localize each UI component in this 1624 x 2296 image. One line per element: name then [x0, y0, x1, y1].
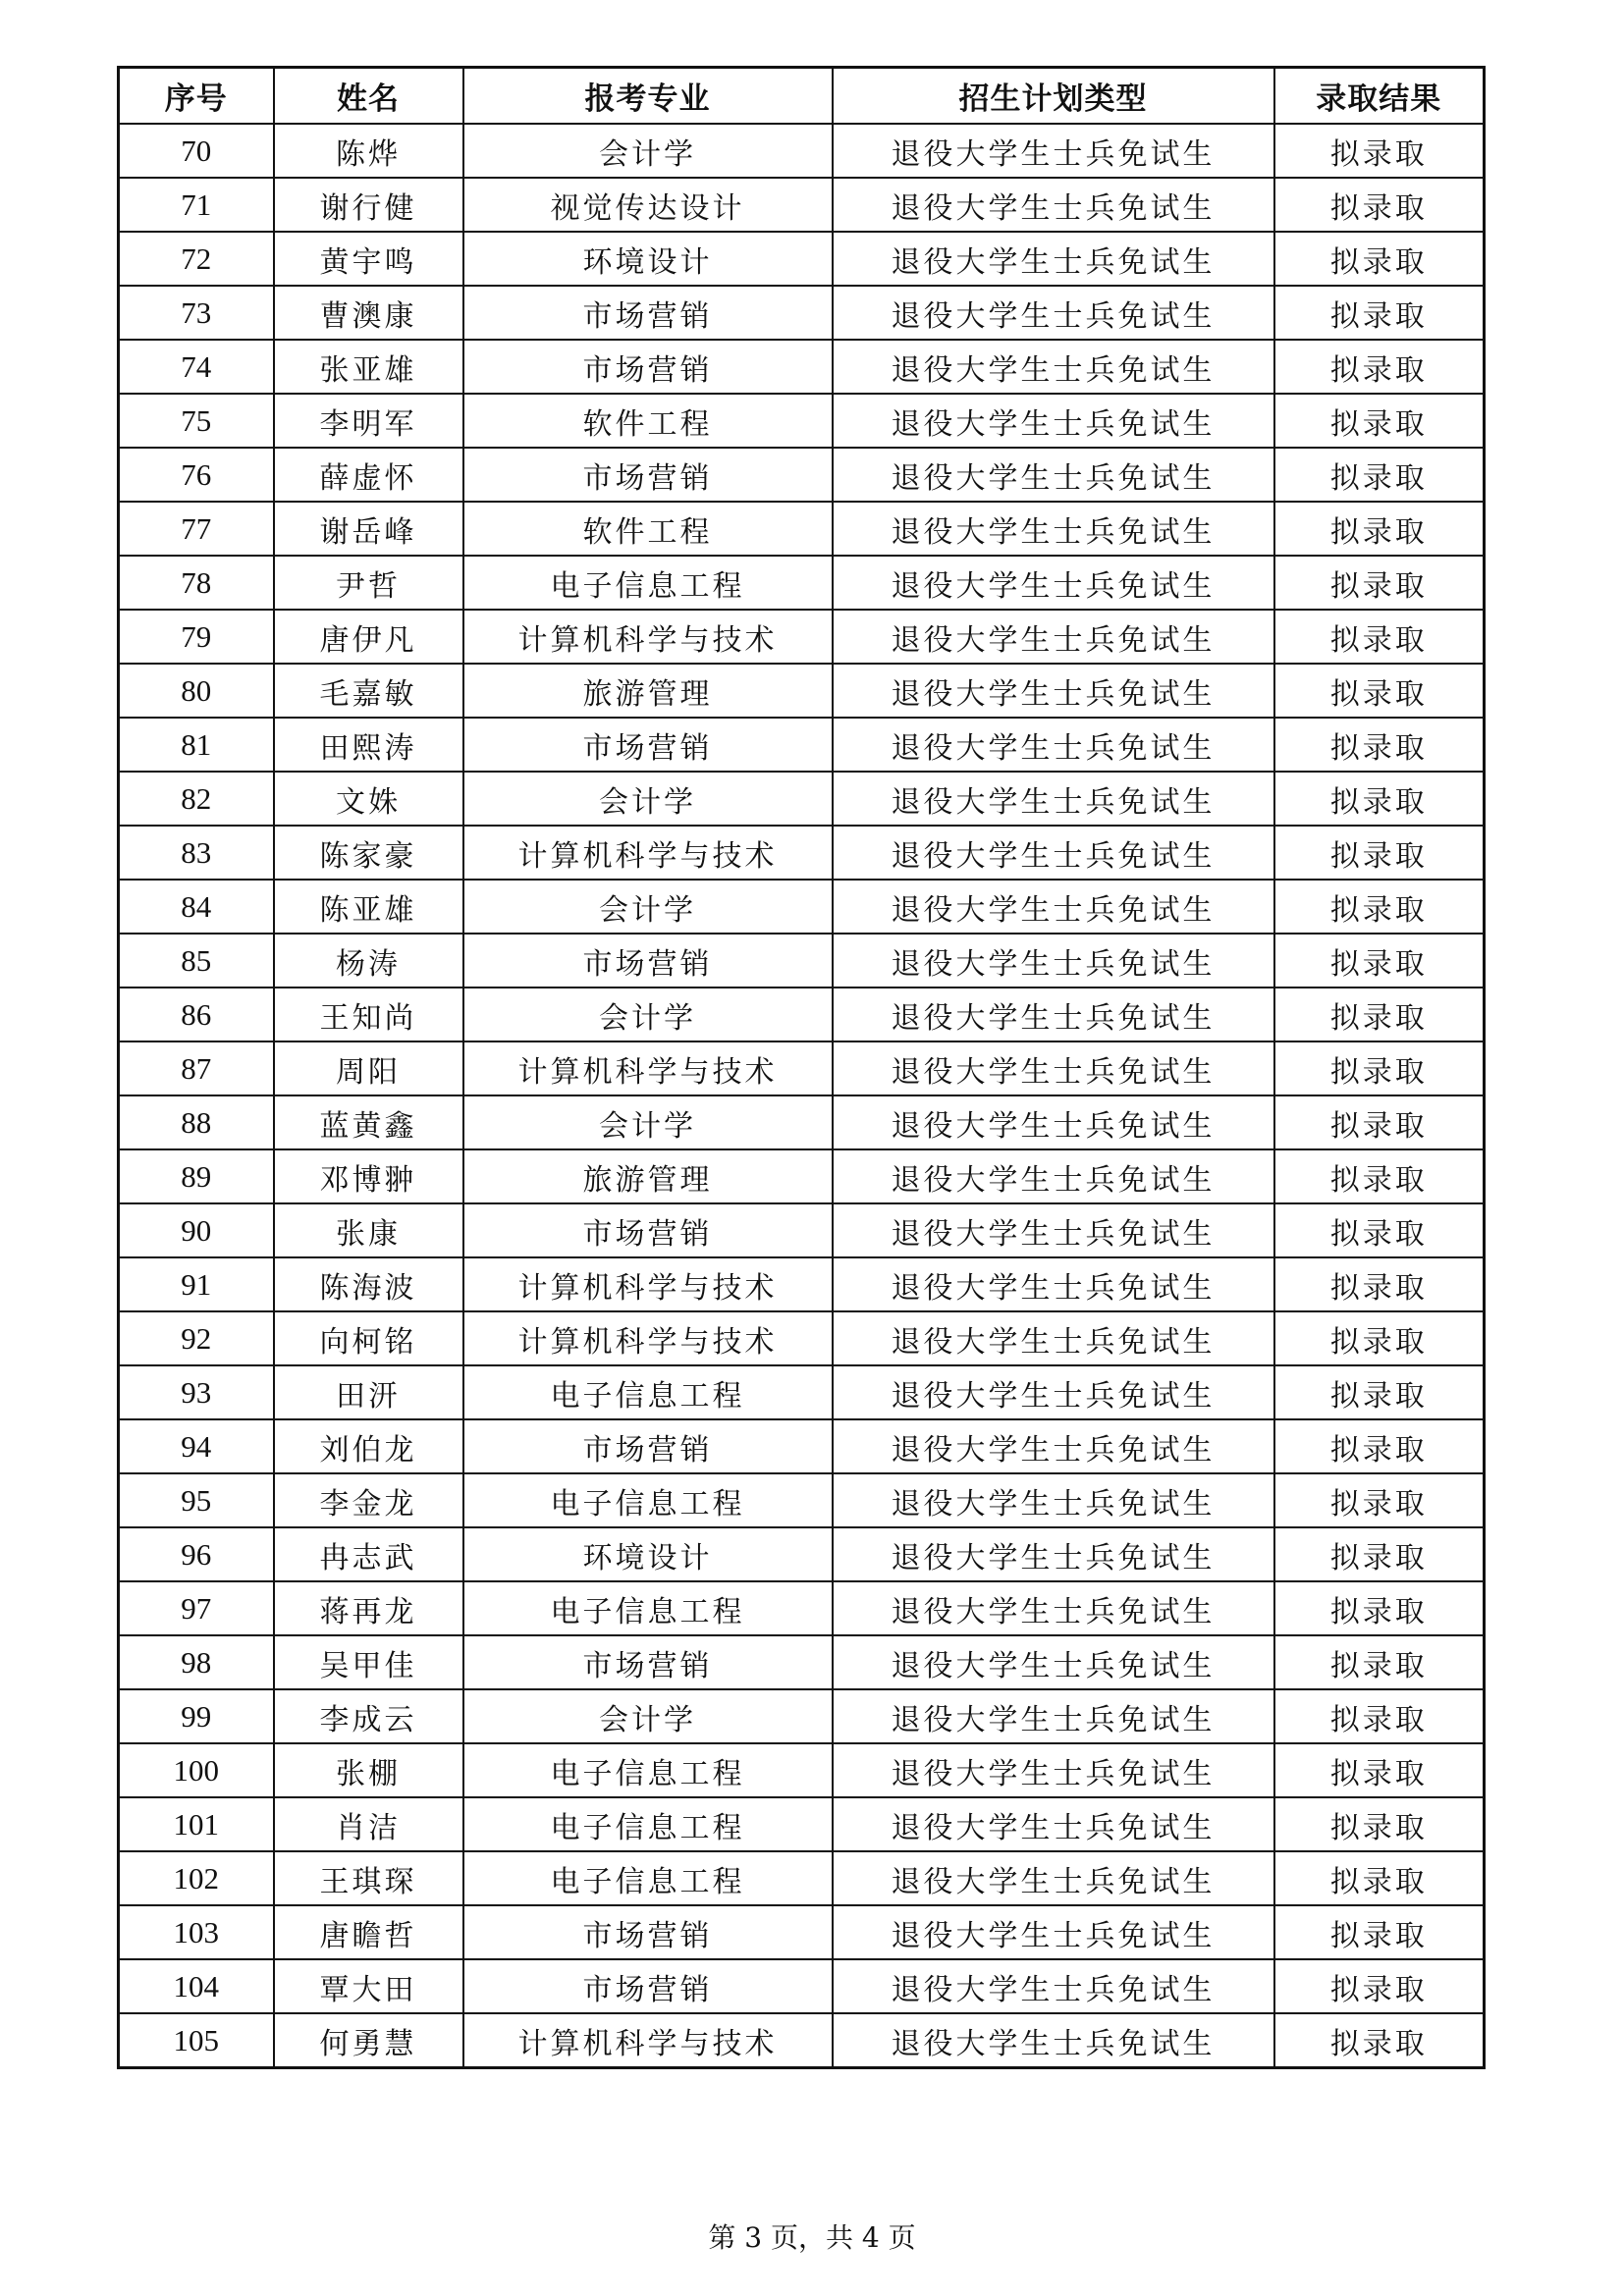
- table-row: [119, 340, 1485, 394]
- cell-index: 94: [119, 1419, 274, 1473]
- cell-name: 尹哲: [274, 556, 463, 610]
- cell-major: 软件工程: [463, 502, 833, 556]
- cell-result: 拟录取: [1274, 1635, 1485, 1689]
- table-row: [119, 934, 1485, 988]
- table-row: [119, 502, 1485, 556]
- cell-index: 80: [119, 664, 274, 718]
- cell-result: 拟录取: [1274, 1257, 1485, 1311]
- cell-result: 拟录取: [1274, 124, 1485, 178]
- header-result: 录取结果: [1274, 68, 1485, 125]
- cell-major: 计算机科学与技术: [463, 2013, 833, 2068]
- cell-major: 市场营销: [463, 1959, 833, 2013]
- cell-plan-type: 退役大学生士兵免试生: [833, 880, 1274, 934]
- table-row: [119, 1149, 1485, 1203]
- cell-major: 计算机科学与技术: [463, 1311, 833, 1365]
- cell-major: 市场营销: [463, 340, 833, 394]
- cell-plan-type: 退役大学生士兵免试生: [833, 1419, 1274, 1473]
- cell-name: 田汧: [274, 1365, 463, 1419]
- cell-plan-type: 退役大学生士兵免试生: [833, 1959, 1274, 2013]
- cell-name: 唐伊凡: [274, 610, 463, 664]
- cell-result: 拟录取: [1274, 178, 1485, 232]
- cell-name: 李成云: [274, 1689, 463, 1743]
- cell-major: 会计学: [463, 988, 833, 1041]
- admission-list: [117, 66, 1483, 2069]
- cell-name: 陈家豪: [274, 826, 463, 880]
- cell-index: 95: [119, 1473, 274, 1527]
- cell-name: 毛嘉敏: [274, 664, 463, 718]
- table-row: [119, 1635, 1485, 1689]
- cell-name: 王琪琛: [274, 1851, 463, 1905]
- cell-major: 旅游管理: [463, 664, 833, 718]
- cell-plan-type: 退役大学生士兵免试生: [833, 934, 1274, 988]
- cell-name: 薛虚怀: [274, 448, 463, 502]
- cell-major: 电子信息工程: [463, 1743, 833, 1797]
- table-row: [119, 1905, 1485, 1959]
- cell-result: 拟录取: [1274, 1527, 1485, 1581]
- cell-result: 拟录取: [1274, 1851, 1485, 1905]
- table-row: [119, 1257, 1485, 1311]
- cell-index: 71: [119, 178, 274, 232]
- cell-major: 电子信息工程: [463, 1797, 833, 1851]
- table-row: [119, 1311, 1485, 1365]
- cell-name: 李明军: [274, 394, 463, 448]
- cell-index: 92: [119, 1311, 274, 1365]
- cell-plan-type: 退役大学生士兵免试生: [833, 1797, 1274, 1851]
- table-row: [119, 124, 1485, 178]
- cell-plan-type: 退役大学生士兵免试生: [833, 988, 1274, 1041]
- cell-index: 96: [119, 1527, 274, 1581]
- cell-result: 拟录取: [1274, 1149, 1485, 1203]
- table-row: [119, 826, 1485, 880]
- cell-result: 拟录取: [1274, 448, 1485, 502]
- cell-result: 拟录取: [1274, 1419, 1485, 1473]
- cell-index: 79: [119, 610, 274, 664]
- cell-plan-type: 退役大学生士兵免试生: [833, 1581, 1274, 1635]
- table-row: [119, 448, 1485, 502]
- cell-plan-type: 退役大学生士兵免试生: [833, 556, 1274, 610]
- cell-index: 76: [119, 448, 274, 502]
- cell-index: 75: [119, 394, 274, 448]
- cell-plan-type: 退役大学生士兵免试生: [833, 448, 1274, 502]
- cell-result: 拟录取: [1274, 772, 1485, 826]
- cell-plan-type: 退役大学生士兵免试生: [833, 124, 1274, 178]
- table-row: [119, 1203, 1485, 1257]
- cell-result: 拟录取: [1274, 340, 1485, 394]
- header-index: 序号: [119, 68, 274, 125]
- cell-major: 电子信息工程: [463, 1581, 833, 1635]
- cell-major: 计算机科学与技术: [463, 1041, 833, 1095]
- cell-major: 市场营销: [463, 1419, 833, 1473]
- cell-plan-type: 退役大学生士兵免试生: [833, 1851, 1274, 1905]
- table-row: [119, 1365, 1485, 1419]
- cell-result: 拟录取: [1274, 1203, 1485, 1257]
- cell-index: 93: [119, 1365, 274, 1419]
- cell-index: 89: [119, 1149, 274, 1203]
- cell-result: 拟录取: [1274, 1581, 1485, 1635]
- cell-index: 91: [119, 1257, 274, 1311]
- table-row: [119, 232, 1485, 286]
- cell-plan-type: 退役大学生士兵免试生: [833, 1095, 1274, 1149]
- cell-result: 拟录取: [1274, 1095, 1485, 1149]
- cell-plan-type: 退役大学生士兵免试生: [833, 286, 1274, 340]
- cell-index: 101: [119, 1797, 274, 1851]
- cell-name: 张棚: [274, 1743, 463, 1797]
- cell-plan-type: 退役大学生士兵免试生: [833, 1365, 1274, 1419]
- table-row: [119, 1797, 1485, 1851]
- cell-name: 王知尚: [274, 988, 463, 1041]
- cell-major: 市场营销: [463, 448, 833, 502]
- cell-major: 电子信息工程: [463, 1851, 833, 1905]
- cell-result: 拟录取: [1274, 718, 1485, 772]
- cell-index: 77: [119, 502, 274, 556]
- cell-plan-type: 退役大学生士兵免试生: [833, 1257, 1274, 1311]
- cell-major: 会计学: [463, 880, 833, 934]
- cell-major: 旅游管理: [463, 1149, 833, 1203]
- table-row: [119, 1743, 1485, 1797]
- cell-name: 冉志武: [274, 1527, 463, 1581]
- cell-name: 杨涛: [274, 934, 463, 988]
- cell-result: 拟录取: [1274, 1041, 1485, 1095]
- cell-major: 软件工程: [463, 394, 833, 448]
- header-plan-type: 招生计划类型: [833, 68, 1274, 125]
- cell-name: 谢岳峰: [274, 502, 463, 556]
- table-row: [119, 718, 1485, 772]
- cell-index: 102: [119, 1851, 274, 1905]
- cell-name: 邓博翀: [274, 1149, 463, 1203]
- cell-name: 唐瞻哲: [274, 1905, 463, 1959]
- cell-major: 会计学: [463, 1689, 833, 1743]
- header-name: 姓名: [274, 68, 463, 125]
- table-row: [119, 178, 1485, 232]
- cell-index: 81: [119, 718, 274, 772]
- cell-plan-type: 退役大学生士兵免试生: [833, 1635, 1274, 1689]
- table-row: [119, 1581, 1485, 1635]
- cell-major: 环境设计: [463, 232, 833, 286]
- admission-table: [117, 66, 1486, 2069]
- cell-major: 会计学: [463, 1095, 833, 1149]
- table-row: [119, 1527, 1485, 1581]
- cell-index: 88: [119, 1095, 274, 1149]
- cell-name: 曹澳康: [274, 286, 463, 340]
- cell-plan-type: 退役大学生士兵免试生: [833, 1527, 1274, 1581]
- cell-name: 陈亚雄: [274, 880, 463, 934]
- table-row: [119, 610, 1485, 664]
- cell-plan-type: 退役大学生士兵免试生: [833, 502, 1274, 556]
- cell-plan-type: 退役大学生士兵免试生: [833, 718, 1274, 772]
- cell-plan-type: 退役大学生士兵免试生: [833, 610, 1274, 664]
- header-major: 报考专业: [463, 68, 833, 125]
- cell-index: 103: [119, 1905, 274, 1959]
- cell-result: 拟录取: [1274, 1743, 1485, 1797]
- cell-major: 市场营销: [463, 286, 833, 340]
- cell-plan-type: 退役大学生士兵免试生: [833, 1905, 1274, 1959]
- cell-name: 陈海波: [274, 1257, 463, 1311]
- cell-index: 83: [119, 826, 274, 880]
- cell-plan-type: 退役大学生士兵免试生: [833, 1311, 1274, 1365]
- table-row: [119, 1419, 1485, 1473]
- cell-result: 拟录取: [1274, 1311, 1485, 1365]
- cell-major: 会计学: [463, 124, 833, 178]
- cell-name: 黄宇鸣: [274, 232, 463, 286]
- cell-result: 拟录取: [1274, 934, 1485, 988]
- cell-name: 肖洁: [274, 1797, 463, 1851]
- cell-result: 拟录取: [1274, 1905, 1485, 1959]
- table-row: [119, 880, 1485, 934]
- cell-name: 李金龙: [274, 1473, 463, 1527]
- table-row: [119, 394, 1485, 448]
- cell-plan-type: 退役大学生士兵免试生: [833, 1743, 1274, 1797]
- cell-index: 85: [119, 934, 274, 988]
- table-row: [119, 664, 1485, 718]
- cell-major: 市场营销: [463, 718, 833, 772]
- cell-major: 环境设计: [463, 1527, 833, 1581]
- cell-index: 86: [119, 988, 274, 1041]
- cell-result: 拟录取: [1274, 1473, 1485, 1527]
- cell-name: 吴甲佳: [274, 1635, 463, 1689]
- cell-result: 拟录取: [1274, 826, 1485, 880]
- table-row: [119, 286, 1485, 340]
- cell-result: 拟录取: [1274, 880, 1485, 934]
- cell-major: 电子信息工程: [463, 1365, 833, 1419]
- cell-name: 谢行健: [274, 178, 463, 232]
- cell-index: 73: [119, 286, 274, 340]
- cell-result: 拟录取: [1274, 664, 1485, 718]
- cell-index: 82: [119, 772, 274, 826]
- cell-plan-type: 退役大学生士兵免试生: [833, 664, 1274, 718]
- cell-index: 72: [119, 232, 274, 286]
- cell-major: 市场营销: [463, 1635, 833, 1689]
- table-row: [119, 1689, 1485, 1743]
- table-row: [119, 1473, 1485, 1527]
- cell-index: 90: [119, 1203, 274, 1257]
- cell-major: 电子信息工程: [463, 1473, 833, 1527]
- cell-result: 拟录取: [1274, 1365, 1485, 1419]
- cell-index: 98: [119, 1635, 274, 1689]
- cell-major: 会计学: [463, 772, 833, 826]
- cell-result: 拟录取: [1274, 556, 1485, 610]
- cell-major: 市场营销: [463, 1203, 833, 1257]
- cell-plan-type: 退役大学生士兵免试生: [833, 2013, 1274, 2068]
- cell-result: 拟录取: [1274, 394, 1485, 448]
- cell-index: 100: [119, 1743, 274, 1797]
- cell-index: 97: [119, 1581, 274, 1635]
- cell-index: 78: [119, 556, 274, 610]
- cell-index: 70: [119, 124, 274, 178]
- cell-result: 拟录取: [1274, 2013, 1485, 2068]
- cell-plan-type: 退役大学生士兵免试生: [833, 1689, 1274, 1743]
- table-body: [119, 124, 1485, 2068]
- cell-index: 84: [119, 880, 274, 934]
- cell-plan-type: 退役大学生士兵免试生: [833, 178, 1274, 232]
- table-row: [119, 1959, 1485, 2013]
- cell-index: 104: [119, 1959, 274, 2013]
- cell-index: 99: [119, 1689, 274, 1743]
- cell-name: 刘伯龙: [274, 1419, 463, 1473]
- cell-name: 田熙涛: [274, 718, 463, 772]
- cell-index: 87: [119, 1041, 274, 1095]
- cell-major: 计算机科学与技术: [463, 826, 833, 880]
- table-row: [119, 1041, 1485, 1095]
- table-row: [119, 2013, 1485, 2068]
- cell-result: 拟录取: [1274, 1959, 1485, 2013]
- table-row: [119, 1851, 1485, 1905]
- cell-name: 向柯铭: [274, 1311, 463, 1365]
- cell-plan-type: 退役大学生士兵免试生: [833, 772, 1274, 826]
- cell-plan-type: 退役大学生士兵免试生: [833, 1473, 1274, 1527]
- table-row: [119, 1095, 1485, 1149]
- cell-major: 计算机科学与技术: [463, 610, 833, 664]
- cell-plan-type: 退役大学生士兵免试生: [833, 826, 1274, 880]
- cell-plan-type: 退役大学生士兵免试生: [833, 340, 1274, 394]
- cell-major: 视觉传达设计: [463, 178, 833, 232]
- cell-plan-type: 退役大学生士兵免试生: [833, 232, 1274, 286]
- cell-plan-type: 退役大学生士兵免试生: [833, 1041, 1274, 1095]
- table-header-row: [119, 68, 1485, 125]
- table-row: [119, 772, 1485, 826]
- cell-major: 电子信息工程: [463, 556, 833, 610]
- cell-name: 何勇慧: [274, 2013, 463, 2068]
- cell-result: 拟录取: [1274, 232, 1485, 286]
- cell-plan-type: 退役大学生士兵免试生: [833, 394, 1274, 448]
- cell-result: 拟录取: [1274, 286, 1485, 340]
- cell-plan-type: 退役大学生士兵免试生: [833, 1203, 1274, 1257]
- cell-name: 陈烨: [274, 124, 463, 178]
- cell-result: 拟录取: [1274, 502, 1485, 556]
- cell-major: 市场营销: [463, 934, 833, 988]
- cell-plan-type: 退役大学生士兵免试生: [833, 1149, 1274, 1203]
- cell-major: 计算机科学与技术: [463, 1257, 833, 1311]
- cell-result: 拟录取: [1274, 1689, 1485, 1743]
- cell-major: 市场营销: [463, 1905, 833, 1959]
- cell-name: 蒋再龙: [274, 1581, 463, 1635]
- cell-name: 文姝: [274, 772, 463, 826]
- cell-result: 拟录取: [1274, 988, 1485, 1041]
- table-row: [119, 988, 1485, 1041]
- table-row: [119, 556, 1485, 610]
- cell-index: 105: [119, 2013, 274, 2068]
- cell-index: 74: [119, 340, 274, 394]
- cell-name: 覃大田: [274, 1959, 463, 2013]
- cell-name: 张亚雄: [274, 340, 463, 394]
- cell-name: 张康: [274, 1203, 463, 1257]
- cell-result: 拟录取: [1274, 610, 1485, 664]
- cell-name: 蓝黄鑫: [274, 1095, 463, 1149]
- page-footer: 第 3 页，共 4 页: [708, 2221, 916, 2254]
- cell-result: 拟录取: [1274, 1797, 1485, 1851]
- cell-name: 周阳: [274, 1041, 463, 1095]
